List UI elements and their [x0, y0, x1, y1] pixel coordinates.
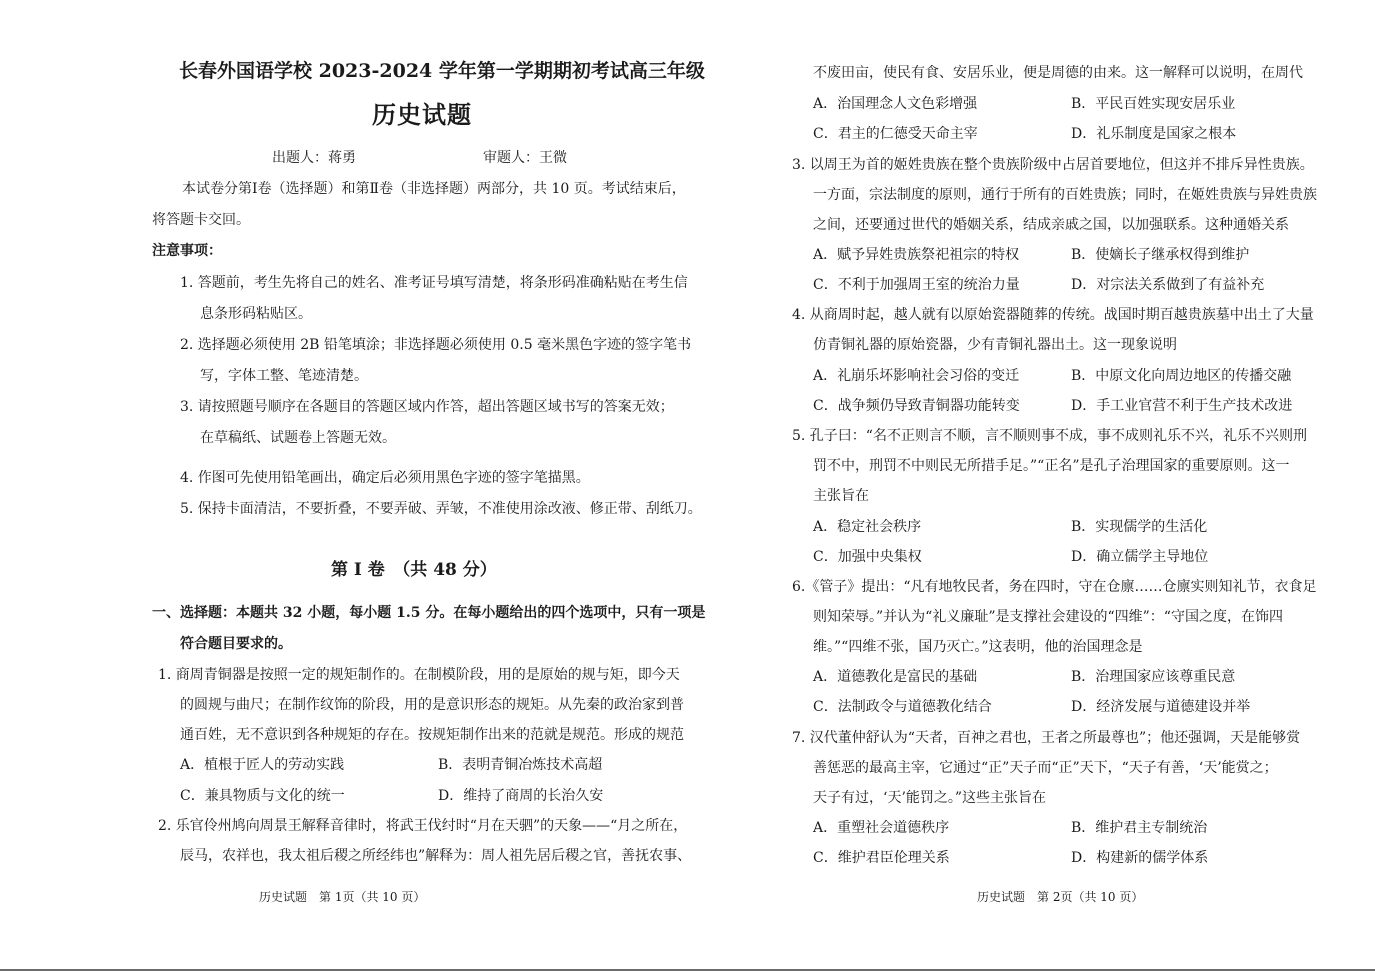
question-stem-line: 5. 孔子曰：“名不正则言不顺，言不顺则事不成，事不成则礼乐不兴，礼乐不兴则刑: [792, 428, 1307, 444]
question-stem-line: 4. 从商周时起，越人就有以原始瓷器随葬的传统。战国时期百越贵族墓中出土了大量: [792, 307, 1314, 323]
option: B．平民百姓实现安居乐业: [1071, 96, 1236, 112]
option: C．君主的仁德受天命主宰: [813, 126, 978, 142]
option: A．道德教化是富民的基础: [813, 669, 978, 685]
note-line: 4. 作图可先使用铅笔画出，确定后必须用黑色字迹的签字笔描黑。: [180, 470, 590, 486]
option: C．加强中央集权: [813, 549, 922, 565]
intro-line: 将答题卡交回。: [152, 212, 250, 228]
option: C．兼具物质与文化的统一: [180, 788, 345, 804]
option: A．礼崩乐坏影响社会习俗的变迁: [813, 368, 1020, 384]
question-stem-line: 6.《管子》提出：“凡有地牧民者，务在四时，守在仓廪……仓廪实则知礼节，衣食足: [792, 579, 1317, 595]
question-stem-line: 的圆规与曲尺；在制作纹饰的阶段，用的是意识形态的规矩。从先秦的政治家到普: [180, 697, 684, 713]
option: A．植根于匠人的劳动实践: [180, 757, 345, 773]
question-stem-line: 通百姓，无不意识到各种规矩的存在。按规矩制作出来的范就是规范。形成的规范: [180, 727, 684, 743]
question-stem-line: 主张旨在: [813, 488, 869, 504]
option: B．治理国家应该尊重民意: [1071, 669, 1236, 685]
option: B．实现儒学的生活化: [1071, 519, 1208, 535]
question-stem-line: 7. 汉代董仲舒认为“天者，百神之君也，王者之所最尊也”；他还强调，天是能够赏: [792, 730, 1301, 746]
option: D．维持了商周的长治久安: [438, 788, 604, 804]
page-footer: 历史试题 第 2页（共 10 页）: [977, 890, 1144, 904]
option: B．使嫡长子继承权得到维护: [1071, 247, 1250, 263]
question-stem-line: 2. 乐官伶州鸠向周景王解释音律时，将武王伐纣时“月在天驷”的天象——“月之所在，: [158, 818, 688, 834]
section-title: 第 I 卷 （共 48 分）: [331, 560, 497, 580]
question-stem-line: 仿青铜礼器的原始瓷器，少有青铜礼器出土。这一现象说明: [813, 337, 1177, 353]
option: D．对宗法关系做到了有益补充: [1071, 277, 1265, 293]
instruction-line: 符合题目要求的。: [180, 636, 292, 652]
note-line: 3. 请按照题号顺序在各题目的答题区域内作答，超出答题区域书写的答案无效；: [180, 399, 674, 415]
note-line: 息条形码粘贴区。: [200, 306, 312, 322]
option: C．维护君臣伦理关系: [813, 850, 950, 866]
exam-title: 长春外国语学校 2023-2024 学年第一学期期初考试高三年级: [179, 60, 705, 82]
intro-line: 本试卷分第Ⅰ卷（选择题）和第Ⅱ卷（非选择题）两部分，共 10 页。考试结束后，: [182, 181, 686, 197]
reviewer-name: 审题人：王微: [483, 150, 567, 166]
option: A．稳定社会秩序: [813, 519, 922, 535]
note-line: 2. 选择题必须使用 2B 铅笔填涂；非选择题必须使用 0.5 毫米黑色字迹的签字笔书: [180, 337, 692, 353]
instruction-line: 一、选择题：本题共 32 小题，每小题 1.5 分。在每小题给出的四个选项中，只有一项是: [152, 605, 706, 621]
option: A．赋予异姓贵族祭祀祖宗的特权: [813, 247, 1020, 263]
notes-heading: 注意事项：: [152, 243, 222, 259]
page-footer: 历史试题 第 1页（共 10 页）: [259, 890, 426, 904]
subject-title: 历史试题: [372, 100, 472, 129]
option: D．确立儒学主导地位: [1071, 549, 1209, 565]
question-stem-line: 3. 以周王为首的姬姓贵族在整个贵族阶级中占居首要地位，但这并不排斥异性贵族。: [792, 157, 1314, 173]
option: A．治国理念人文色彩增强: [813, 96, 978, 112]
option: B．维护君主专制统治: [1071, 820, 1208, 836]
question-stem-line: 辰马，农祥也，我太祖后稷之所经纬也”解释为：周人祖先居后稷之官，善抚农事、: [180, 848, 692, 864]
option: C．不利于加强周王室的统治力量: [813, 277, 1020, 293]
question-stem-line: 一方面，宗法制度的原则，通行于所有的百姓贵族；同时，在姬姓贵族与异姓贵族: [813, 187, 1317, 203]
note-line: 1. 答题前，考生先将自己的姓名、准考证号填写清楚，将条形码准确粘贴在考生信: [180, 275, 688, 291]
question-stem-line: 罚不中，刑罚不中则民无所措手足。”“正名”是孔子治理国家的重要原则。这一: [813, 458, 1290, 474]
setter-name: 出题人：蒋勇: [272, 150, 356, 166]
option: D．手工业官营不利于生产技术改进: [1071, 398, 1293, 414]
note-line: 5. 保持卡面清洁，不要折叠，不要弄破、弄皱，不准使用涂改液、修正带、刮纸刀。: [180, 501, 702, 517]
question-stem-line: 天子有过，‘天’能罚之。”这些主张旨在: [813, 790, 1047, 806]
question-stem-line: 则知荣辱。”并认为“礼义廉耻”是支撑社会建设的“四维”：“守国之度，在饰四: [813, 609, 1283, 625]
option: A．重塑社会道德秩序: [813, 820, 950, 836]
question-stem-line: 1. 商周青铜器是按照一定的规矩制作的。在制模阶段，用的是原始的规与矩，即今天: [158, 667, 680, 683]
question-stem-line: 善惩恶的最高主宰，它通过“正”天子而“正”天下，“天子有善，‘天’能赏之；: [813, 760, 1278, 776]
option: C．战争频仍导致青铜器功能转变: [813, 398, 1020, 414]
question-stem-line: 维。”“四维不张，国乃灭亡。”这表明，他的治国理念是: [813, 639, 1143, 655]
note-line: 在草稿纸、试题卷上答题无效。: [200, 430, 396, 446]
option: D．经济发展与道德建设并举: [1071, 699, 1251, 715]
option: B．表明青铜冶炼技术高超: [438, 757, 603, 773]
option: D．构建新的儒学体系: [1071, 850, 1209, 866]
question-stem-line: 不废田亩，使民有食、安居乐业，便是周德的由来。这一解释可以说明，在周代: [813, 65, 1303, 81]
option: C．法制政令与道德教化结合: [813, 699, 992, 715]
option: D．礼乐制度是国家之根本: [1071, 126, 1237, 142]
question-stem-line: 之间，还要通过世代的婚姻关系，结成亲戚之国，以加强联系。这种通婚关系: [813, 217, 1289, 233]
note-line: 写，字体工整、笔迹清楚。: [200, 368, 368, 384]
option: B．中原文化向周边地区的传播交融: [1071, 368, 1292, 384]
